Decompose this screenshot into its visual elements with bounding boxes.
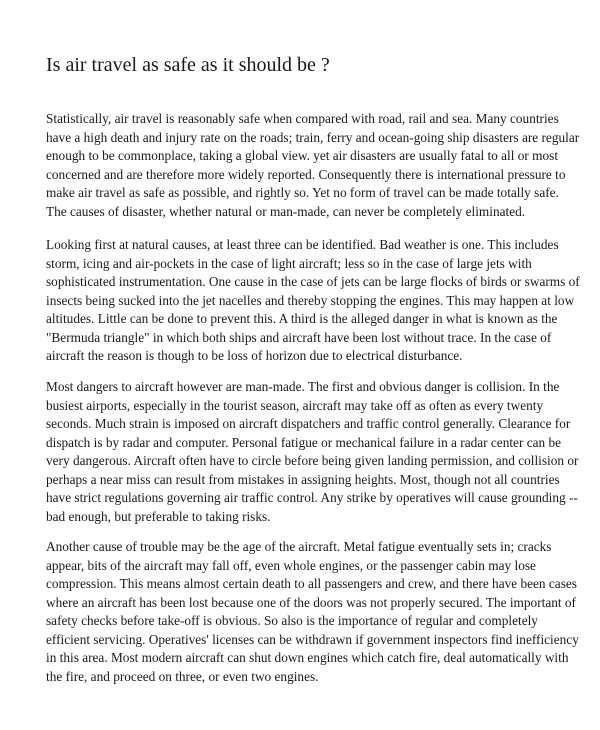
paragraph-line: have a high death and injury rate on the roads; train, ferry and ocean-going ship disasters are regular [46, 129, 580, 145]
paragraph-line: busiest airports, especially in the tourist season, aircraft may take off as often as every twenty [46, 397, 544, 413]
paragraph-line: storm, icing and air-pockets in the case of light aircraft; less so in the case of large jets with [46, 255, 532, 271]
paragraph-line: where an aircraft has been lost because one of the doors was not properly secured. The important of [46, 594, 576, 610]
paragraph-line: perhaps a near miss can result from mistakes in assigning heights. Most, though not all countries [46, 471, 560, 487]
paragraph-line: The causes of disaster, whether natural or man-made, can never be completely eliminated. [46, 203, 526, 219]
paragraph-line: aircraft the reason is though to be loss of horizon due to electrical disturbance. [46, 348, 463, 363]
paragraph-line: Another cause of trouble may be the age of the aircraft. Metal fatigue eventually sets in; cracks [46, 539, 552, 554]
paragraph-line: compression. This means almost certain death to all passengers and crew, and there have been cases [46, 576, 577, 591]
paragraph-line: Looking first at natural causes, at least three can be identified. Bad weather is one. This includes [46, 237, 559, 252]
paragraph-line: bad enough, but preferable to taking risks. [46, 508, 271, 524]
paragraph-line: appear, bits of the aircraft may fall off, even whole engines, or the passenger cabin may lose [46, 557, 536, 573]
paragraph-4 [46, 538, 579, 686]
paragraph-line: very dangerous. Aircraft often have to circle before being given landing permission, and collision or [46, 453, 579, 468]
paragraph-line: the fire, and proceed on three, or even two engines. [46, 668, 319, 684]
paragraph-line: Most dangers to aircraft however are man-made. The first and obvious danger is collision. In the [46, 379, 560, 394]
paragraph-line: sophisticated instrumentation. One cause in the case of jets can be large flocks of birds or swarms of [46, 274, 580, 289]
paragraph-line: concerned and are therefore more widely reported. Consequently there is international pressure to [46, 166, 566, 182]
paragraph-line: "Bermuda triangle" in which both ships and aircraft have been lost without trace. In the case of [46, 329, 552, 345]
paragraph-line: in this area. Most modern aircraft can shut down engines which catch fire, deal automatically with [46, 650, 569, 665]
paragraph-line: make air travel as safe as possible, and rightly so. Yet no form of travel can be made totally safe. [46, 185, 559, 200]
paragraph-line: altitudes. Little can be done to prevent this. A third is the alleged danger in what is known as the [46, 311, 558, 326]
document-title: Is air travel as safe as it should be ? [46, 54, 330, 76]
paragraph-1 [46, 110, 580, 221]
paragraph-line: insects being sucked into the jet nacelles and thereby stopping the engines. This may happen at low [46, 292, 575, 308]
paragraph-line: have strict regulations governing air traffic control. Any strike by operatives will cause grounding -- [46, 490, 578, 505]
paragraph-2 [46, 236, 580, 366]
paragraph-3 [46, 378, 579, 526]
paragraph-line: efficient servicing. Operatives' licenses can be withdrawn if government inspectors find inefficiency [46, 631, 579, 647]
paragraph-line: enough to be commonplace, taking a global view. yet air disasters are usually fatal to all or most [46, 148, 559, 163]
paragraph-line: safety checks before take-off is obvious. So also is the importance of regular and completely [46, 613, 538, 628]
paragraph-line: seconds. Much strain is imposed on aircraft dispatchers and traffic control generally. Clearance for [46, 416, 571, 431]
paragraph-line: Statistically, air travel is reasonably safe when compared with road, rail and sea. Many countries [46, 111, 559, 126]
paragraph-line: dispatch is by radar and computer. Personal fatigue or mechanical failure in a radar center can be [46, 434, 562, 450]
